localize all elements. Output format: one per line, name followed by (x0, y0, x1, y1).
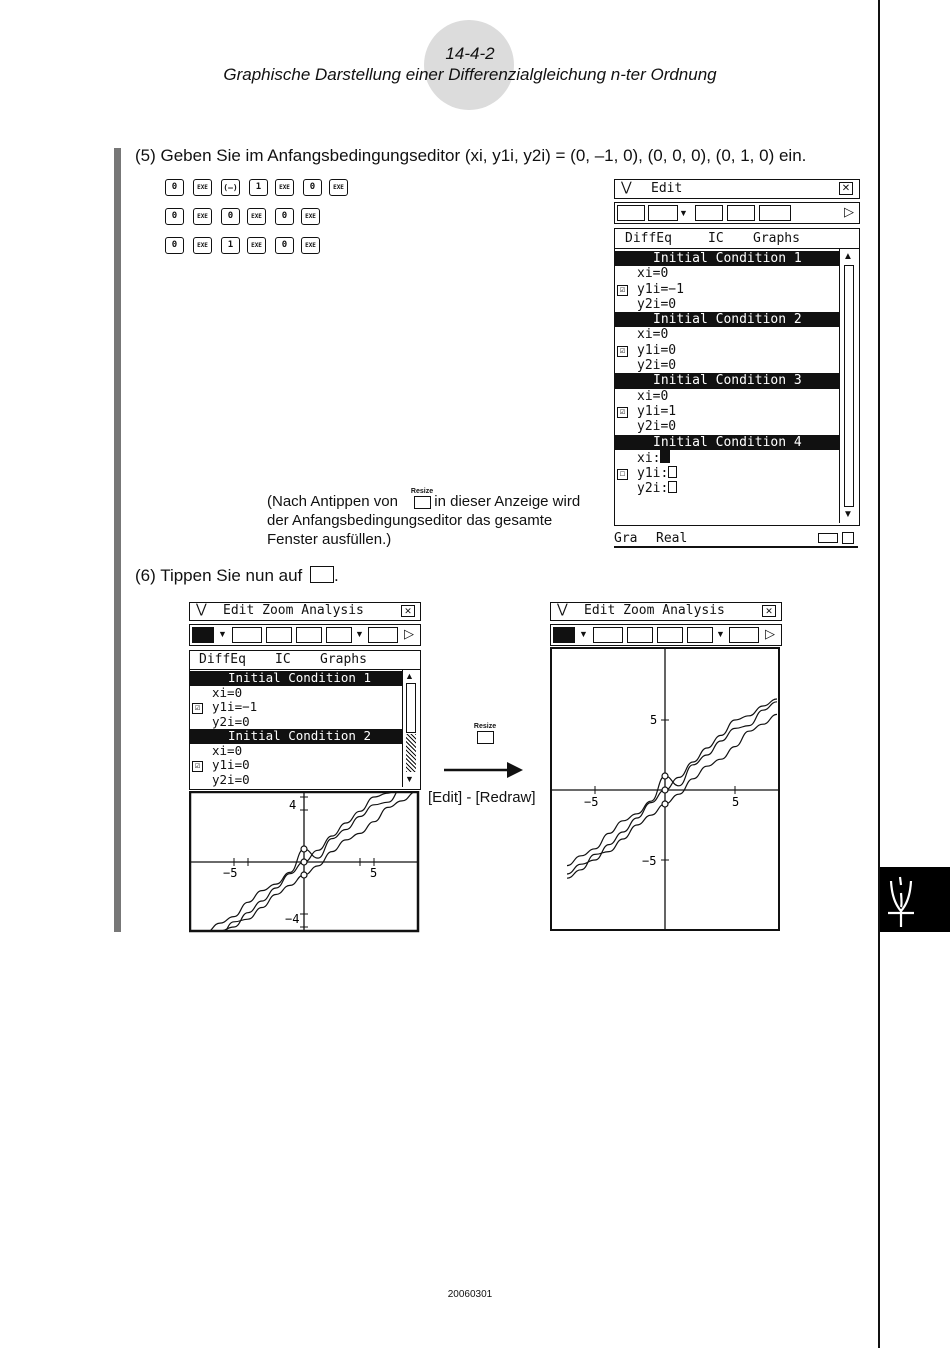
status-bar (614, 530, 858, 548)
toolbar (550, 624, 782, 646)
key-0: 0 (165, 237, 184, 254)
menu-chevron-icon[interactable]: ⋁ (557, 602, 568, 617)
y-bottom-label: −5 (642, 854, 657, 868)
scroll-thumb[interactable] (844, 265, 854, 507)
ic-list-panel (614, 248, 860, 526)
ic-header: Initial Condition 2 (190, 729, 402, 744)
grid-icon[interactable] (729, 627, 759, 643)
ic-xi-field[interactable] (615, 450, 839, 466)
step-6-label: (6) Tippen Sie nun auf (135, 566, 303, 585)
dropdown-icon[interactable]: ▼ (218, 629, 227, 639)
x-right-label: 5 (370, 866, 378, 880)
tab-diffeq[interactable]: DiffEq (199, 652, 246, 667)
cursor (660, 450, 670, 463)
key-1: 1 (221, 237, 240, 254)
ic-y2i-field[interactable]: y2i=0 (637, 358, 677, 374)
section-bar (114, 148, 121, 932)
split-screen (189, 602, 421, 934)
checkbox[interactable]: ☐ (617, 469, 628, 480)
key-sequence (165, 179, 365, 259)
empty-field (668, 481, 677, 493)
key-exe: EXE (329, 179, 348, 196)
key-negative: (–) (221, 179, 240, 196)
ic-y1i-field[interactable] (615, 466, 839, 481)
initial-point (301, 872, 307, 878)
battery-icon (818, 533, 838, 543)
ic-y1i-field[interactable] (615, 404, 839, 419)
checkbox[interactable]: ☑ (617, 285, 628, 296)
key-exe: EXE (247, 208, 266, 225)
graph-draw-icon (310, 566, 334, 583)
status-mode: Gra (614, 531, 638, 546)
resize-icon (470, 723, 500, 747)
ic-y2i-field[interactable]: y2i=0 (637, 296, 677, 312)
initial-point (301, 859, 307, 865)
key-0: 0 (275, 237, 294, 254)
chapter-tab (880, 867, 950, 932)
graph-type-icon[interactable] (593, 627, 623, 643)
menubar (550, 602, 782, 621)
y-top-label: 4 (289, 798, 297, 812)
full-graph-screen (550, 602, 782, 934)
checkbox[interactable]: ☑ (192, 703, 203, 714)
ic-xi-field[interactable]: xi=0 (637, 388, 669, 404)
menu-items[interactable]: Edit Zoom Analysis (584, 603, 725, 618)
ic-y1i-field[interactable] (190, 758, 402, 773)
arrow-icon (443, 760, 525, 780)
resize-icon[interactable] (266, 627, 292, 643)
scroll-right-icon[interactable]: ▷ (844, 204, 854, 219)
footer-code: 20060301 (447, 1289, 493, 1300)
initial-point (662, 801, 668, 807)
ic-xi-field[interactable]: xi=0 (212, 684, 243, 700)
scroll-thumb[interactable] (406, 683, 416, 733)
key-exe: EXE (247, 237, 266, 254)
resize-label: Resize (473, 723, 497, 730)
editor-toolbar (614, 202, 860, 224)
key-0: 0 (221, 208, 240, 225)
scrollbar[interactable] (402, 670, 419, 787)
menu-chevron-icon[interactable]: ⋁ (621, 180, 632, 195)
key-exe: EXE (193, 237, 212, 254)
tab-diffeq[interactable]: DiffEq (625, 231, 672, 246)
editor-tabs (614, 228, 860, 249)
ic-xi-field[interactable]: xi=0 (212, 742, 243, 758)
ic-list-panel (189, 669, 421, 790)
scroll-up-icon[interactable]: ▲ (843, 251, 853, 262)
initial-point (301, 846, 307, 852)
y-top-label: 5 (650, 713, 658, 727)
ic-header: Initial Condition 1 (615, 251, 839, 266)
dropdown-icon[interactable]: ▼ (355, 629, 364, 639)
ic-y1i-label: y1i: (637, 466, 669, 482)
resize-note (267, 488, 612, 549)
resize-icon[interactable] (695, 205, 723, 221)
pointer-icon[interactable] (553, 627, 575, 643)
editor-menubar (614, 179, 860, 199)
graph-draw-icon[interactable] (617, 205, 645, 221)
note-line1-a: (Nach Antippen von (267, 493, 398, 510)
resize-icon (409, 488, 435, 512)
ic-xi-label: xi: (637, 450, 661, 466)
ic-editor-screen (614, 179, 860, 551)
ic-header: Initial Condition 1 (190, 671, 402, 686)
ic-y1i-value: y1i=0 (212, 757, 250, 772)
key-exe: EXE (301, 237, 320, 254)
line-style-icon[interactable] (648, 205, 678, 221)
key-exe: EXE (301, 208, 320, 225)
grid-icon[interactable] (368, 627, 398, 643)
scroll-right-icon[interactable]: ▷ (765, 626, 775, 641)
tab-ic[interactable]: IC (708, 231, 724, 246)
page-title: Graphische Darstellung einer Differenzialgleichung n-ter Ordnung (223, 65, 717, 84)
initial-point (662, 787, 668, 793)
key-exe: EXE (193, 208, 212, 225)
checkbox[interactable]: ☑ (192, 761, 203, 772)
trace-icon[interactable] (687, 627, 713, 643)
menu-chevron-icon[interactable]: ⋁ (196, 602, 207, 617)
initial-point (662, 773, 668, 779)
differential-equation-icon (880, 867, 950, 932)
slope-field-icon[interactable] (727, 205, 755, 221)
dropdown-icon[interactable]: ▼ (716, 629, 725, 639)
trace-icon[interactable] (326, 627, 352, 643)
x-left-label: −5 (223, 866, 238, 880)
scroll-up-icon[interactable]: ▲ (405, 671, 414, 681)
checkbox[interactable]: ☑ (617, 346, 628, 357)
ic-y2i-field[interactable] (615, 481, 839, 496)
zoom-icon[interactable] (296, 627, 322, 643)
tab-graphs[interactable]: Graphs (320, 652, 367, 667)
ic-y2i-field[interactable]: y2i=0 (212, 771, 250, 787)
checkbox[interactable]: ☑ (617, 407, 628, 418)
step-6-text (135, 566, 339, 586)
graph-type-icon[interactable] (232, 627, 262, 643)
ic-xi-field[interactable]: xi=0 (637, 327, 669, 343)
key-0: 0 (303, 179, 322, 196)
note-line3: Fenster ausfüllen.) (267, 531, 392, 548)
ic-y1i-field[interactable] (190, 700, 402, 715)
ic-y1i-value: y1i=1 (637, 403, 677, 419)
resize-icon[interactable] (627, 627, 653, 643)
step-5-text: (5) Geben Sie im Anfangsbedingungseditor (xi, y1i, y2i) = (0, –1, 0), (0, 0, 0), (0, 1, 0) ein. (135, 146, 807, 165)
close-icon[interactable]: ✕ (762, 605, 776, 617)
step-6-period: . (334, 566, 339, 585)
tabs (189, 650, 421, 670)
key-0: 0 (275, 208, 294, 225)
ic-list (615, 251, 839, 497)
key-exe: EXE (275, 179, 294, 196)
menu-items[interactable]: Edit Zoom Analysis (223, 603, 364, 618)
menu-edit[interactable]: Edit (651, 181, 683, 196)
key-exe: EXE (193, 179, 212, 196)
y-bottom-label: −4 (285, 912, 300, 926)
close-icon[interactable]: ✕ (401, 605, 415, 617)
ic-y1i-field[interactable] (615, 282, 839, 297)
dropdown-icon[interactable]: ▼ (679, 208, 688, 218)
window-icon[interactable] (842, 532, 854, 544)
menubar (189, 602, 421, 621)
page-number: 14-4-2 (445, 44, 495, 63)
empty-field (668, 466, 677, 478)
ic-y2i-field[interactable]: y2i=0 (637, 419, 677, 435)
close-icon[interactable]: ✕ (839, 182, 853, 195)
x-right-label: 5 (732, 795, 740, 809)
tab-graphs[interactable]: Graphs (753, 231, 800, 246)
right-margin-line (878, 0, 880, 1348)
ic-y2i-field[interactable]: y2i=0 (212, 713, 250, 729)
key-0: 0 (165, 208, 184, 225)
key-1: 1 (249, 179, 268, 196)
tab-ic[interactable]: IC (275, 652, 291, 667)
ic-header: Initial Condition 2 (615, 312, 839, 327)
ic-y2i-label: y2i: (637, 481, 669, 497)
resize-label: Resize (410, 488, 434, 495)
note-line1-b: in dieser Anzeige wird (434, 493, 581, 510)
ic-list (190, 671, 402, 787)
scroll-right-icon[interactable]: ▷ (404, 626, 414, 641)
ic-y1i-value: y1i=−1 (212, 699, 258, 714)
large-graph (550, 647, 782, 934)
toolbar (189, 624, 421, 646)
ic-y1i-field[interactable] (615, 343, 839, 358)
ic-y1i-value: y1i=−1 (637, 281, 684, 297)
redraw-caption: [Edit] - [Redraw] (428, 789, 536, 806)
x-left-label: −5 (584, 795, 599, 809)
ic-y1i-value: y1i=0 (637, 342, 677, 358)
ic-xi-field[interactable]: xi=0 (637, 266, 669, 282)
key-0: 0 (165, 179, 184, 196)
pointer-icon[interactable] (192, 627, 214, 643)
small-graph (189, 791, 421, 934)
ic-header: Initial Condition 4 (615, 435, 839, 450)
ic-header: Initial Condition 3 (615, 373, 839, 388)
zoom-icon[interactable] (657, 627, 683, 643)
status-real: Real (656, 531, 688, 546)
note-line2: der Anfangsbedingungseditor das gesamte (267, 512, 553, 529)
equation-type-icon[interactable] (759, 205, 791, 221)
dropdown-icon[interactable]: ▼ (579, 629, 588, 639)
scroll-down-icon[interactable]: ▼ (405, 774, 414, 784)
scroll-down-icon[interactable]: ▼ (843, 509, 853, 520)
scrollbar[interactable] (839, 249, 858, 523)
scroll-track (406, 734, 416, 772)
